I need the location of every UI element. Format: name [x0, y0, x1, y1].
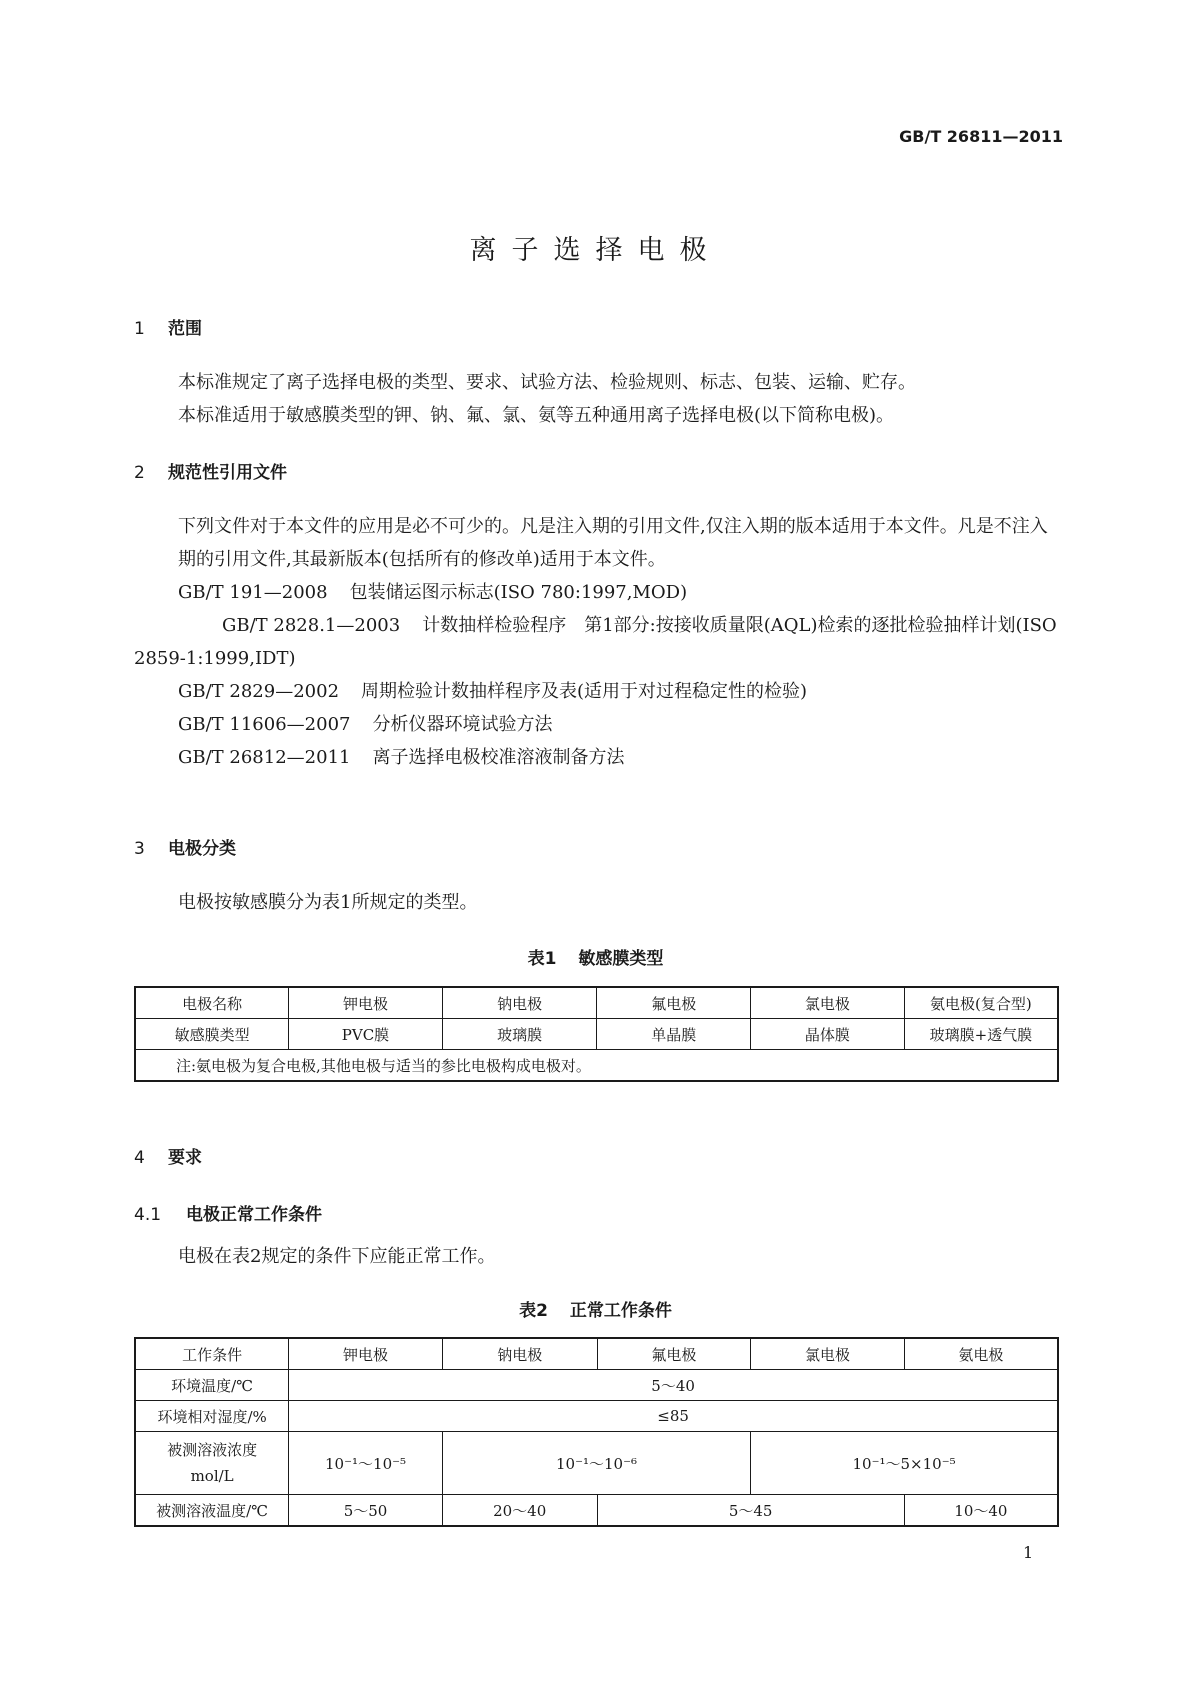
table-cell: 晶体膜: [751, 1019, 905, 1050]
paragraph: 本标准适用于敏感膜类型的钾、钠、氟、氯、氨等五种通用离子选择电极(以下简称电极)。: [178, 405, 895, 426]
table-cell: 钠电极: [442, 1338, 597, 1370]
section-number: 3: [134, 839, 145, 859]
table-note-row: [135, 1050, 1058, 1082]
table-cell: 氯电极: [751, 987, 905, 1019]
table-working-conditions: [134, 1337, 1059, 1527]
table-row: [135, 1495, 1058, 1527]
section-3-heading: [134, 834, 236, 859]
table-1-caption: [0, 944, 1191, 969]
table-row: [135, 1019, 1058, 1050]
reference-item: [134, 741, 1058, 774]
cell-line: mol/L: [190, 1467, 234, 1485]
table-cell: 环境相对湿度/%: [135, 1401, 289, 1432]
reference-title: 离子选择电极校准溶液制备方法: [372, 747, 625, 768]
reference-item: [134, 609, 1058, 675]
table-cell: [135, 1432, 289, 1495]
table-cell: 5～40: [289, 1370, 1058, 1401]
reference-item: [134, 675, 1058, 708]
section-1-body: [134, 366, 1058, 432]
table-row: [135, 1370, 1058, 1401]
section-title: 电极分类: [168, 839, 236, 859]
table-2-caption: [0, 1296, 1191, 1321]
table-cell: 氟电极: [597, 987, 751, 1019]
table-row: [135, 1432, 1058, 1495]
section-title: 范围: [168, 319, 202, 339]
reference-title: 包装储运图示标志(ISO 780:1997,MOD): [349, 582, 688, 603]
table-cell: 10⁻¹～5×10⁻⁵: [751, 1432, 1058, 1495]
table-membrane-types: [134, 986, 1059, 1082]
reference-title: 计数抽样检验程序 第1部分:按接收质量限(AQL)检索的逐批检验抽样计划(ISO 2859-1:1999,IDT): [134, 615, 1057, 669]
reference-title: 分析仪器环境试验方法: [372, 714, 553, 735]
reference-item: [134, 708, 1058, 741]
paragraph: 本标准规定了离子选择电极的类型、要求、试验方法、检验规则、标志、包装、运输、贮存。: [178, 372, 916, 393]
document-title: 离子选择电极: [469, 235, 722, 266]
table-cell: 钾电极: [289, 987, 443, 1019]
table-cell: 玻璃膜+透气膜: [904, 1019, 1058, 1050]
section-2-heading: [134, 458, 287, 483]
table-cell: 5～45: [597, 1495, 904, 1527]
table-cell: 钾电极: [289, 1338, 443, 1370]
section-title: 要求: [168, 1148, 202, 1168]
standard-code: GB/T 26811—2011: [899, 127, 1063, 146]
paragraph: 下列文件对于本文件的应用是必不可少的。凡是注入期的引用文件,仅注入期的版本适用于本文件。凡是不注入期的引用文件,其最新版本(包括所有的修改单)适用于本文件。: [178, 516, 1048, 570]
table-note: 注:氨电极为复合电极,其他电极与适当的参比电极构成电极对。: [135, 1050, 1058, 1082]
section-title: 规范性引用文件: [168, 463, 287, 483]
section-number: 2: [134, 463, 145, 483]
section-title: 电极正常工作条件: [186, 1205, 322, 1225]
table-cell: 玻璃膜: [442, 1019, 597, 1050]
table-title: 敏感膜类型: [578, 949, 664, 969]
section-2-body: [134, 510, 1058, 774]
section-4-1-heading: [134, 1200, 322, 1225]
table-row: [135, 1401, 1058, 1432]
section-4-heading: [134, 1143, 202, 1168]
reference-code: GB/T 191—2008: [178, 582, 328, 603]
reference-item: [134, 576, 1058, 609]
table-cell: 氟电极: [597, 1338, 751, 1370]
table-cell: 氯电极: [751, 1338, 905, 1370]
table-header-row: [135, 987, 1058, 1019]
section-number: 4: [134, 1148, 145, 1168]
reference-code: GB/T 2828.1—2003: [222, 615, 401, 636]
reference-code: GB/T 11606—2007: [178, 714, 351, 735]
table-cell: 钠电极: [442, 987, 597, 1019]
section-4-1-body: [134, 1240, 1058, 1273]
section-number: 1: [134, 319, 145, 339]
table-cell: 5～50: [289, 1495, 443, 1527]
section-1-heading: [134, 314, 202, 339]
paragraph: 电极在表2规定的条件下应能正常工作。: [178, 1246, 496, 1267]
reference-code: GB/T 26812—2011: [178, 747, 351, 768]
table-cell: 环境温度/℃: [135, 1370, 289, 1401]
table-number: 表1: [527, 949, 557, 969]
table-cell: PVC膜: [289, 1019, 443, 1050]
reference-code: GB/T 2829—2002: [178, 681, 340, 702]
table-cell: 工作条件: [135, 1338, 289, 1370]
paragraph: 电极按敏感膜分为表1所规定的类型。: [178, 892, 478, 913]
cell-line: 被测溶液浓度: [167, 1441, 258, 1459]
table-cell: 氨电极(复合型): [904, 987, 1058, 1019]
table-cell: 电极名称: [135, 987, 289, 1019]
table-cell: 单晶膜: [597, 1019, 751, 1050]
table-cell: 10⁻¹～10⁻⁶: [442, 1432, 750, 1495]
table-number: 表2: [519, 1301, 548, 1321]
page-number: 1: [1023, 1543, 1034, 1562]
table-title: 正常工作条件: [569, 1301, 672, 1321]
reference-title: 周期检验计数抽样程序及表(适用于对过程稳定性的检验): [361, 681, 808, 702]
table-cell: 敏感膜类型: [135, 1019, 289, 1050]
section-number: 4.1: [134, 1205, 162, 1225]
table-cell: ≤85: [289, 1401, 1058, 1432]
table-header-row: [135, 1338, 1058, 1370]
table-cell: 被测溶液温度/℃: [135, 1495, 289, 1527]
table-cell: 10⁻¹～10⁻⁵: [289, 1432, 443, 1495]
section-3-body: [134, 886, 1058, 919]
table-cell: 10～40: [904, 1495, 1058, 1527]
table-cell: 氨电极: [904, 1338, 1058, 1370]
table-cell: 20～40: [442, 1495, 597, 1527]
